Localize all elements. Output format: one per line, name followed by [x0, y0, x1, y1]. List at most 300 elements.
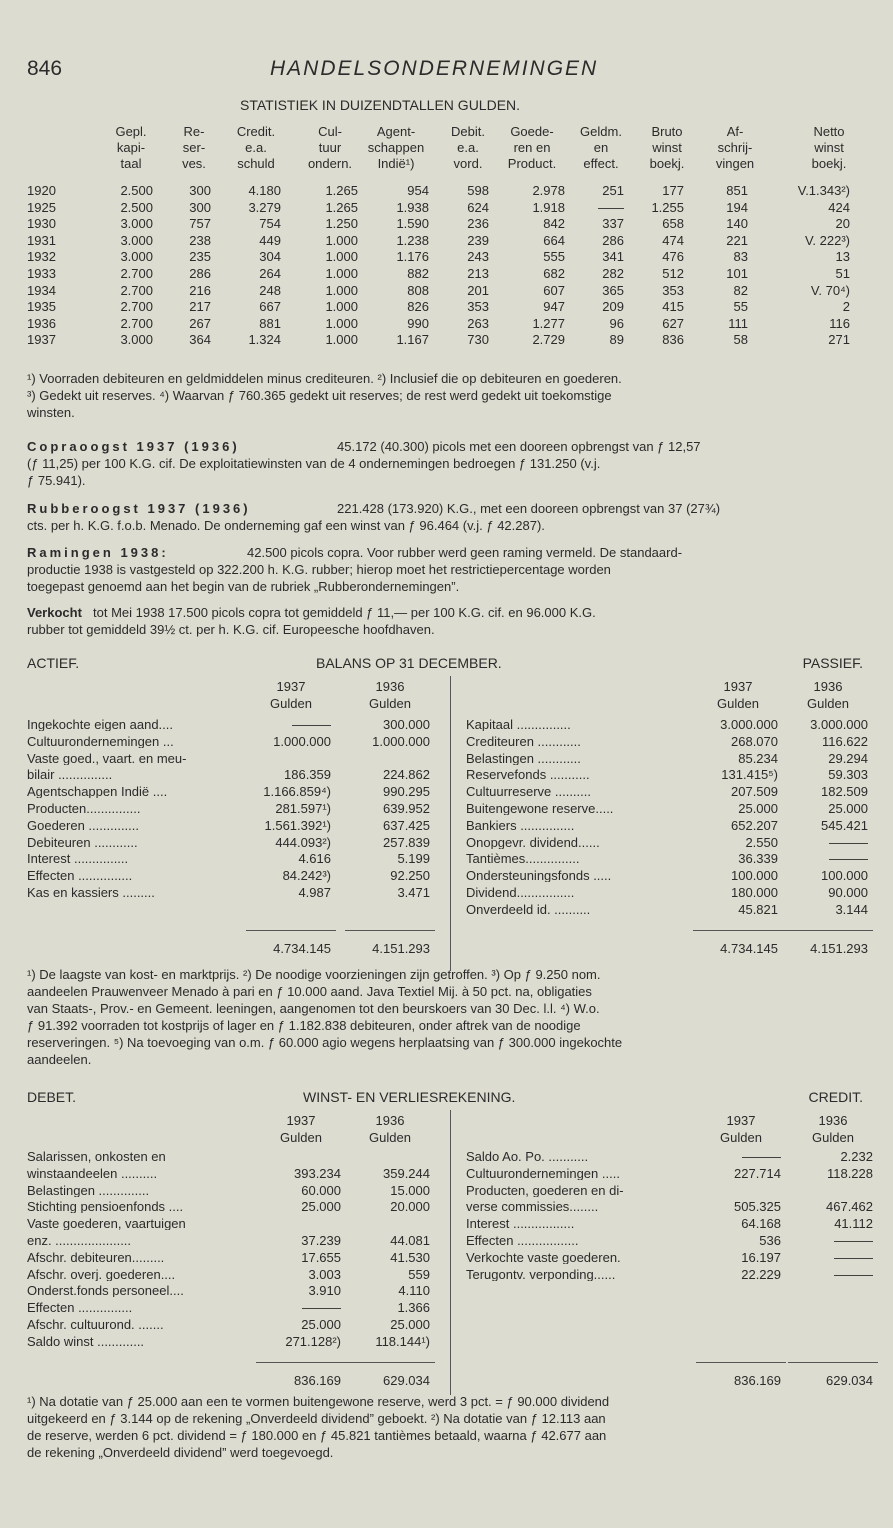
account-value-1937: 85.234	[738, 750, 778, 766]
footnote-line: van Staats-, Prov.- en Gemeent. leeningen, aangenomen tot den beurskoers van 30 Dec. l.l. ⁴) W.o.	[27, 1001, 600, 1016]
account-value-1936: 25.000	[828, 801, 868, 816]
account-label: Reservefonds ...........	[466, 768, 590, 782]
paragraph-line: 45.172 (40.300) picols met een dooreen opbrengst van ƒ 12,57	[337, 439, 701, 454]
account-label: Vaste goederen, vaartuigen	[27, 1217, 186, 1231]
total-rule	[783, 930, 873, 931]
account-value-1937: 227.714	[734, 1165, 781, 1181]
paragraph-lead: Copraoogst 1937 (1936)	[27, 439, 240, 454]
stats-cell: 664	[543, 232, 565, 248]
account-value-1937: 3.000.000	[720, 717, 778, 732]
stats-cell: 101	[726, 266, 748, 281]
account-value-1936: 559	[408, 1266, 430, 1282]
stats-cell: 3.000	[120, 332, 153, 348]
stats-cell: 58	[733, 332, 748, 348]
account-value-1937: 64.168	[741, 1216, 781, 1232]
stats-cell: 1.000	[325, 266, 358, 281]
footnote-line: reserveringen. ⁵) Na toevoeging van o.m. ƒ 60.000 agio wegens herplaatsing van ƒ 300.000 ingekochte	[27, 1035, 623, 1050]
account-value-1936: 41.112	[834, 1216, 873, 1232]
section-left-title: DEBET.	[27, 1089, 77, 1105]
account-value-1937: 4.616	[298, 851, 331, 867]
section-right-title: CREDIT.	[808, 1089, 863, 1105]
account-label: Effecten ...............	[27, 1301, 133, 1315]
account-label: Goederen ..............	[27, 818, 139, 832]
column-divider	[450, 1110, 451, 1395]
stats-cell: 1.277	[532, 315, 565, 331]
stats-col-header: Goede-	[510, 124, 554, 139]
stats-cell: 264	[259, 266, 281, 281]
stats-cell: 3.279	[248, 199, 281, 215]
stats-col-header: Geldm.	[580, 124, 622, 139]
paragraph-line: tot Mei 1938 17.500 picols copra tot gemiddeld ƒ 11,— per 100 K.G. cif. en 96.000 K.G.	[93, 605, 596, 620]
paragraph-lead: Ramingen 1938:	[27, 545, 169, 560]
stats-cell: 177	[662, 183, 684, 198]
stats-cell: 201	[467, 282, 489, 298]
stats-cell: 221	[726, 232, 748, 248]
account-label: Effecten ...............	[27, 869, 133, 883]
stats-cell: 730	[467, 332, 489, 348]
total-rule	[246, 930, 336, 931]
year-header: 1936	[813, 679, 843, 694]
account-value-1936: ———	[834, 1266, 873, 1282]
stats-row-year: 1937	[27, 332, 56, 348]
account-value-1937: 22.229	[741, 1266, 781, 1282]
account-value-1936: 118.228	[826, 1165, 873, 1181]
stats-cell: 1.000	[325, 249, 358, 265]
paragraph-lead: Rubberoogst 1937 (1936)	[27, 501, 251, 516]
account-label: Kas en kassiers .........	[27, 886, 155, 899]
currency-header: Gulden	[270, 696, 312, 711]
stats-title: STATISTIEK IN DUIZENDTALLEN GULDEN.	[240, 97, 521, 113]
account-label: verse commissies........	[466, 1200, 599, 1214]
right-total-1937: 4.734.145	[720, 941, 778, 956]
stats-cell: 286	[189, 266, 211, 281]
stats-cell: 1.000	[325, 299, 358, 315]
stats-col-header: ren en	[513, 140, 551, 155]
stats-cell: ——	[598, 199, 624, 215]
account-label: Verkochte vaste goederen.	[466, 1250, 621, 1264]
account-value-1937: 268.070	[731, 733, 778, 749]
stats-cell: 842	[543, 216, 565, 232]
stats-cell: 1.324	[248, 332, 281, 348]
stats-cell: 555	[543, 249, 565, 265]
account-value-1936: 5.199	[397, 851, 430, 867]
account-value-1936: 116.622	[821, 733, 868, 749]
account-value-1937: 100.000	[731, 868, 778, 884]
account-value-1937: 45.821	[738, 901, 778, 917]
account-value-1936: 359.244	[383, 1165, 430, 1181]
account-label: Saldo winst .............	[27, 1334, 145, 1348]
currency-header: Gulden	[720, 1130, 762, 1145]
stats-cell: 607	[543, 282, 565, 298]
stats-row-year: 1931	[27, 232, 56, 248]
footnote-line: aandeelen Prauwenveer Menado à pari en ƒ 10.000 aand. Java Textiel Mij. à 50 pct. na, obligaties	[27, 984, 592, 999]
stats-cell: 415	[662, 299, 684, 315]
currency-header: Gulden	[807, 696, 849, 711]
total-rule	[345, 930, 435, 931]
stats-cell: 238	[189, 232, 211, 248]
account-value-1937: 1.166.859⁴)	[263, 784, 331, 800]
year-header: 1937	[276, 679, 306, 694]
account-value-1937: 1.561.392¹)	[264, 817, 331, 833]
stats-cell: 3.000	[120, 249, 153, 265]
footnote-line: winsten.	[27, 405, 75, 420]
account-value-1937: 444.093²)	[275, 834, 331, 850]
stats-cell: 213	[467, 266, 489, 281]
paragraph-line: 221.428 (173.920) K.G., met een dooreen opbrengst van 37 (27¾)	[337, 501, 721, 516]
paragraph-line: ƒ 75.941).	[27, 473, 86, 488]
account-label: Belastingen ............	[466, 751, 581, 765]
stats-cell: 624	[467, 199, 489, 215]
stats-row-year: 1930	[27, 216, 56, 232]
stats-cell: 424	[828, 199, 850, 215]
stats-col-header: effect.	[583, 156, 619, 171]
stats-cell: 1.918	[532, 199, 565, 215]
account-label: enz. .....................	[27, 1234, 132, 1247]
stats-cell: 194	[726, 199, 748, 215]
account-label: Afschr. debiteuren.........	[27, 1250, 165, 1264]
paragraph-line: (ƒ 11,25) per 100 K.G. cif. De exploitatiewinsten van de 4 ondernemingen bedroegen ƒ 131.250 (v.j.	[27, 456, 601, 471]
stats-col-header: boekj.	[649, 156, 685, 171]
account-value-1936: ———	[829, 834, 868, 850]
account-label: Crediteuren ............	[466, 734, 581, 748]
footnote-line: de reserve, werden 6 pct. dividend = ƒ 180.000 en ƒ 45.821 tantièmes betaald, waarna ƒ 42.677 aan	[27, 1428, 607, 1443]
stats-cell: 248	[259, 282, 281, 298]
stats-cell: 682	[543, 266, 565, 281]
year-header: 1936	[375, 1113, 405, 1128]
account-value-1937: 4.987	[298, 885, 331, 900]
stats-col-header: schuld	[237, 156, 275, 171]
footnote-line: ¹) Voorraden debiteuren en geldmiddelen minus crediteuren. ²) Inclusief die op debiteuren en goederen.	[27, 371, 622, 386]
account-value-1936: 300.000	[383, 717, 430, 732]
footnote-line: aandeelen.	[27, 1052, 92, 1067]
stats-cell: 990	[407, 315, 429, 331]
account-value-1936: 637.425	[383, 817, 430, 833]
account-label: Cultuurondernemingen .....	[466, 1166, 620, 1180]
stats-cell: 2.700	[120, 266, 153, 281]
account-value-1937: 2.550	[745, 834, 778, 850]
stats-col-header: Indië¹)	[377, 156, 415, 171]
account-value-1936: ———	[834, 1249, 873, 1265]
stats-col-header: winst	[814, 140, 844, 155]
footnote-line: uitgekeerd en ƒ 3.144 op de rekening „Onverdeeld dividend” geboekt. ²) Na dotatie van ƒ 12.113 aan	[27, 1411, 606, 1426]
stats-cell: 881	[259, 315, 281, 331]
account-value-1936: 118.144¹)	[375, 1333, 430, 1349]
stats-col-header: en	[593, 140, 609, 155]
account-label: Onverdeeld id. ..........	[466, 902, 591, 916]
stats-row-year: 1936	[27, 315, 56, 331]
stats-cell: 1.238	[396, 232, 429, 248]
section-right-title: PASSIEF.	[802, 655, 863, 671]
account-value-1937: 25.000	[301, 1199, 341, 1215]
currency-header: Gulden	[369, 1130, 411, 1145]
stats-cell: V.1.343²)	[797, 183, 850, 198]
stats-col-header: Cul-	[318, 124, 342, 139]
account-value-1937: 36.339	[738, 851, 778, 867]
stats-col-header: kapi-	[116, 140, 146, 155]
stats-cell: 300	[189, 183, 211, 198]
account-value-1936: 467.462	[826, 1199, 873, 1215]
account-value-1936: 100.000	[821, 868, 868, 884]
account-value-1937: 281.597¹)	[275, 801, 331, 816]
account-label: winstaandeelen ..........	[27, 1166, 158, 1180]
account-label: Dividend................	[466, 886, 575, 899]
stats-cell: 263	[467, 315, 489, 331]
stats-cell: 1.000	[325, 315, 358, 331]
stats-cell: 4.180	[248, 183, 281, 198]
account-value-1936: 41.530	[390, 1249, 430, 1265]
stats-cell: V. 222³)	[804, 232, 850, 248]
stats-cell: 627	[662, 315, 684, 331]
paragraph-line: toegepast genoemd aan het begin van de rubriek „Rubberondernemingen”.	[27, 579, 460, 594]
section-left-title: ACTIEF.	[27, 655, 80, 671]
stats-cell: 217	[189, 299, 211, 315]
account-value-1936: 257.839	[383, 834, 430, 850]
account-value-1936: 3.471	[397, 885, 430, 900]
stats-cell: 51	[835, 266, 850, 281]
account-label: Salarissen, onkosten en	[27, 1150, 166, 1163]
stats-row-year: 1925	[27, 199, 56, 215]
total-rule	[693, 930, 783, 931]
stats-col-header: Debit.	[451, 124, 485, 139]
year-header: 1937	[286, 1113, 316, 1128]
account-value-1937: 131.415⁵)	[721, 767, 778, 783]
account-value-1937: 3.910	[308, 1283, 341, 1299]
account-value-1937: 271.128²)	[285, 1333, 341, 1349]
account-value-1936: 25.000	[390, 1317, 430, 1332]
account-label: Belastingen ..............	[27, 1183, 150, 1197]
stats-cell: 236	[467, 216, 489, 232]
account-value-1937: 505.325	[734, 1199, 781, 1215]
stats-cell: 111	[728, 315, 748, 331]
stats-cell: 353	[662, 282, 684, 298]
stats-col-header: e.a.	[457, 140, 479, 155]
footnote-line: ³) Gedekt uit reserves. ⁴) Waarvan ƒ 760.365 gedekt uit reserves; de rest werd gedekt uit toekomstige	[27, 388, 612, 403]
footnote-line: ¹) Na dotatie van ƒ 25.000 aan een te vormen buitengewone reserve, werd 3 pct. = ƒ 90.000 dividend	[27, 1394, 610, 1409]
account-value-1937: 3.003	[308, 1266, 341, 1282]
account-value-1936: 3.000.000	[810, 717, 868, 732]
stats-cell: 667	[259, 299, 281, 315]
page-title: HANDELSONDERNEMINGEN	[270, 57, 599, 80]
stats-cell: 1.000	[325, 232, 358, 248]
stats-cell: 96	[609, 315, 624, 331]
account-value-1936: 2.232	[840, 1149, 873, 1164]
account-value-1936: 182.509	[821, 784, 868, 800]
stats-col-header: vingen	[715, 156, 755, 171]
stats-cell: 286	[602, 232, 624, 248]
stats-col-header: ser-	[182, 140, 206, 155]
account-label: Afschr. cultuurond. .......	[27, 1318, 164, 1331]
stats-cell: 20	[835, 216, 850, 232]
account-label: Producten...............	[27, 802, 141, 815]
year-header: 1936	[818, 1113, 848, 1128]
column-divider	[450, 676, 451, 971]
account-value-1937: 1.000.000	[273, 733, 331, 749]
account-value-1937: ———	[292, 717, 331, 732]
account-label: Afschr. overj. goederen....	[27, 1267, 176, 1281]
stats-cell: 1.590	[396, 216, 429, 232]
account-label: Onderst.fonds personeel....	[27, 1284, 184, 1298]
stats-cell: 353	[467, 299, 489, 315]
stats-row-year: 1933	[27, 266, 56, 281]
stats-cell: 300	[189, 199, 211, 215]
stats-cell: 851	[726, 183, 748, 198]
stats-cell: 304	[259, 249, 281, 265]
account-value-1937: 60.000	[301, 1182, 341, 1198]
account-label: bilair ...............	[27, 768, 113, 782]
stats-cell: 341	[602, 249, 624, 265]
stats-col-header: Bruto	[651, 124, 683, 139]
currency-header: Gulden	[812, 1130, 854, 1145]
stats-cell: 140	[726, 216, 748, 232]
stats-col-header: Product.	[507, 156, 557, 171]
stats-col-header: Netto	[813, 124, 845, 139]
account-label: Effecten .................	[466, 1234, 579, 1247]
stats-cell: 1.938	[396, 199, 429, 215]
footnote-line: ƒ 91.392 voorraden tot kostprijs of lager en ƒ 1.182.838 debiteuren, onder aftrek van de noodige	[27, 1018, 581, 1033]
paragraph-line: rubber tot gemiddeld 39½ ct. per h. K.G. cif. Europeesche hoofdhaven.	[27, 622, 435, 637]
account-value-1937: 17.655	[301, 1249, 341, 1265]
stats-col-header: taal	[120, 156, 142, 171]
footnote-line: de rekening „Onverdeeld dividend” werd toegevoegd.	[27, 1445, 334, 1460]
account-value-1936: 92.250	[390, 868, 430, 884]
stats-cell: 2.700	[120, 299, 153, 315]
stats-cell: 365	[602, 282, 624, 298]
stats-cell: 754	[259, 216, 281, 232]
stats-cell: V. 70⁴)	[810, 282, 850, 298]
paragraph-line: productie 1938 is vastgesteld op 322.200 h. K.G. rubber; hierop moet het restrictiepercentage worden	[27, 562, 611, 577]
stats-cell: 364	[189, 332, 211, 348]
section-title: WINST- EN VERLIESREKENING.	[303, 1089, 516, 1105]
stats-col-header: Af-	[726, 124, 744, 139]
stats-cell: 243	[467, 249, 489, 265]
page-number: 846	[27, 57, 63, 80]
account-value-1936: 639.952	[383, 801, 430, 816]
stats-cell: 2.978	[532, 183, 565, 198]
account-label: Stichting pensioenfonds ....	[27, 1200, 184, 1214]
stats-cell: 1.000	[325, 282, 358, 298]
stats-cell: 55	[733, 299, 748, 315]
stats-cell: 512	[662, 266, 684, 281]
account-label: Interest ...............	[27, 852, 129, 866]
stats-cell: 1.176	[396, 249, 429, 265]
stats-cell: 1.265	[325, 183, 358, 198]
stats-col-header: vord.	[453, 156, 483, 171]
account-label: Producten, goederen en di-	[466, 1183, 624, 1197]
stats-cell: 449	[259, 232, 281, 248]
account-label: Interest .................	[466, 1217, 575, 1231]
account-value-1936: ———	[834, 1233, 873, 1248]
account-label: Buitengewone reserve.....	[466, 802, 614, 815]
stats-cell: 1.265	[325, 199, 358, 215]
stats-cell: 2.700	[120, 315, 153, 331]
stats-cell: 216	[189, 282, 211, 298]
stats-cell: 251	[602, 183, 624, 198]
account-value-1936: 4.110	[398, 1283, 430, 1299]
account-value-1936: 59.303	[828, 767, 868, 783]
account-value-1937: 393.234	[294, 1165, 341, 1181]
year-header: 1937	[726, 1113, 756, 1128]
total-rule	[345, 1362, 435, 1363]
stats-cell: 826	[407, 299, 429, 315]
stats-cell: 2.729	[532, 332, 565, 348]
account-label: Ingekochte eigen aand....	[27, 718, 174, 731]
stats-cell: 836	[662, 332, 684, 348]
stats-cell: 658	[662, 216, 684, 232]
paragraph-line: 42.500 picols copra. Voor rubber werd geen raming vermeld. De standaard-	[247, 545, 683, 560]
right-total-1936: 629.034	[826, 1373, 873, 1388]
stats-col-header: e.a.	[245, 140, 267, 155]
account-value-1936: 224.862	[383, 767, 430, 783]
stats-cell: 2.500	[120, 199, 153, 215]
left-total-1937: 836.169	[294, 1373, 341, 1388]
stats-col-header: schrij-	[717, 140, 753, 155]
year-header: 1937	[723, 679, 753, 694]
account-value-1936: 29.294	[828, 750, 868, 766]
section-title: BALANS OP 31 DECEMBER.	[316, 655, 502, 671]
account-value-1937: 536	[759, 1233, 781, 1248]
account-value-1936: 3.144	[835, 901, 868, 917]
stats-cell: 83	[733, 249, 748, 265]
account-label: Saldo Ao. Po. ...........	[466, 1150, 589, 1163]
stats-cell: 1.167	[396, 332, 429, 348]
stats-col-header: Gepl.	[115, 124, 147, 139]
stats-cell: 808	[407, 282, 429, 298]
account-label: Onopgevr. dividend......	[466, 835, 600, 849]
stats-cell: 239	[467, 232, 489, 248]
stats-cell: 3.000	[120, 232, 153, 248]
account-label: Terugontv. verponding......	[466, 1267, 616, 1281]
account-value-1937: 84.242³)	[282, 868, 331, 884]
account-value-1936: 1.366	[397, 1300, 430, 1316]
account-value-1937: 25.000	[301, 1317, 341, 1332]
account-value-1936: 44.081	[390, 1233, 430, 1248]
stats-cell: 116	[829, 315, 850, 331]
stats-cell: 13	[835, 249, 850, 265]
stats-col-header: boekj.	[811, 156, 847, 171]
paragraph-line: cts. per h. K.G. f.o.b. Menado. De onderneming gaf een winst van ƒ 96.464 (v.j. ƒ 42.287).	[27, 518, 545, 533]
account-label: Vaste goed., vaart. en meu-	[27, 751, 187, 765]
stats-cell: 2.500	[120, 183, 153, 198]
account-value-1936: 15.000	[390, 1182, 430, 1198]
stats-cell: 954	[407, 183, 429, 198]
account-value-1937: 652.207	[731, 817, 778, 833]
stats-cell: 82	[733, 282, 748, 298]
stats-cell: 1.250	[325, 216, 358, 232]
account-label: Ondersteuningsfonds .....	[466, 869, 612, 883]
account-value-1936: ———	[829, 851, 868, 867]
right-total-1937: 836.169	[734, 1373, 781, 1388]
stats-cell: 3.000	[120, 216, 153, 232]
stats-cell: 1.255	[651, 199, 684, 215]
stats-row-year: 1935	[27, 299, 56, 315]
footnote-line: ¹) De laagste van kost- en marktprijs. ²) De noodige voorzieningen zijn getroffen. ³) Op ƒ 9.250 nom.	[27, 967, 601, 982]
stats-row-year: 1932	[27, 249, 56, 265]
stats-col-header: winst	[652, 140, 682, 155]
account-label: Cultuurreserve ..........	[466, 785, 591, 799]
stats-cell: 282	[602, 266, 624, 281]
account-label: Cultuurondernemingen ...	[27, 734, 174, 748]
account-label: Debiteuren ............	[27, 835, 138, 849]
stats-cell: 1.000	[325, 332, 358, 348]
stats-cell: 267	[189, 315, 211, 331]
account-label: Tantièmes...............	[466, 852, 580, 866]
stats-col-header: Credit.	[236, 124, 276, 139]
account-value-1937: 25.000	[738, 801, 778, 816]
account-value-1936: 20.000	[390, 1199, 430, 1215]
stats-col-header: schappen	[367, 140, 425, 155]
stats-cell: 337	[602, 216, 624, 232]
stats-cell: 89	[609, 332, 624, 348]
